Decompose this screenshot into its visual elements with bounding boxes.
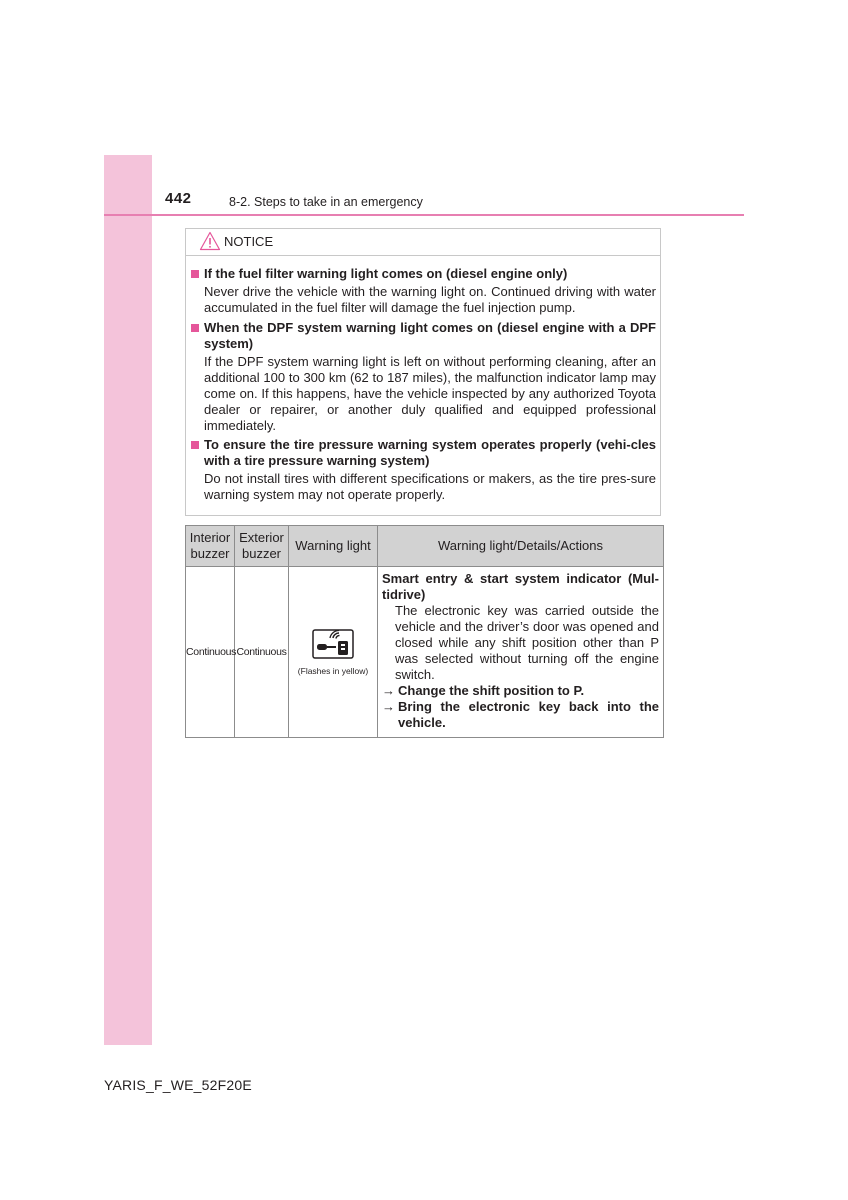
page-number: 442 xyxy=(165,190,192,207)
notice-item-heading: When the DPF system warning light comes on (diesel engine with a DPF system) xyxy=(204,320,656,351)
column-header-details-actions: Warning light/Details/Actions xyxy=(378,526,664,567)
smart-key-indicator-icon xyxy=(312,647,354,662)
notice-item xyxy=(190,320,656,434)
notice-box xyxy=(185,228,661,516)
notice-header xyxy=(186,229,660,256)
notice-item-body: Never drive the vehicle with the warning light on. Continued driving with water accumulated in the fuel filter will damage the fuel injection pump. xyxy=(204,284,656,315)
details-title: Smart entry & start system indicator (Mul-tidrive) xyxy=(382,571,659,602)
square-bullet-icon xyxy=(191,441,199,449)
notice-item-heading: If the fuel filter warning light comes on (diesel engine only) xyxy=(204,266,568,281)
table-header-row xyxy=(186,526,664,567)
section-title: 8-2. Steps to take in an emergency xyxy=(229,195,423,209)
notice-item xyxy=(190,437,656,503)
action-item xyxy=(382,683,659,699)
details-body: The electronic key was carried outside the vehicle and the driver’s door was opened and closed while any shift position other than P was selected without turning off the engine switch. xyxy=(395,603,659,682)
square-bullet-icon xyxy=(191,324,199,332)
warning-triangle-icon xyxy=(199,231,221,256)
arrow-icon: → xyxy=(382,699,395,714)
notice-label: NOTICE xyxy=(224,234,274,249)
column-header-warning-light: Warning light xyxy=(289,526,378,567)
notice-item xyxy=(190,266,656,316)
table-row xyxy=(186,567,664,738)
action-text: Bring the electronic key back into the vehicle. xyxy=(398,699,659,730)
action-item xyxy=(382,699,659,731)
notice-item-heading: To ensure the tire pressure warning system operates properly (vehi-cles with a tire pressure warning system) xyxy=(204,437,656,468)
column-header-interior-buzzer: Interior buzzer xyxy=(186,526,235,567)
warning-light-table xyxy=(185,525,664,738)
notice-item-body: If the DPF system warning light is left on without performing cleaning, after an additional 100 to 300 km (62 to 187 miles), the malfunction indicator lamp may come on. If this happens, have the vehicle inspected by any authorized Toyota dealer or repairer, or another duly qualified and equipped professional immediately. xyxy=(204,354,656,433)
exterior-buzzer-cell: Continuous xyxy=(235,567,289,738)
notice-item-body: Do not install tires with different specifications or makers, as the tire pres-sure warning system may not operate properly. xyxy=(204,471,656,502)
header-rule xyxy=(104,214,744,216)
warning-light-note: (Flashes in yellow) xyxy=(297,665,369,676)
square-bullet-icon xyxy=(191,270,199,278)
details-cell xyxy=(378,567,664,738)
arrow-icon: → xyxy=(382,683,395,698)
interior-buzzer-cell: Continuous xyxy=(186,567,235,738)
chapter-side-band xyxy=(104,155,152,1045)
column-header-exterior-buzzer: Exterior buzzer xyxy=(235,526,289,567)
document-code: YARIS_F_WE_52F20E xyxy=(104,1077,252,1093)
action-text: Change the shift position to P. xyxy=(398,683,585,698)
warning-light-cell xyxy=(289,567,378,738)
